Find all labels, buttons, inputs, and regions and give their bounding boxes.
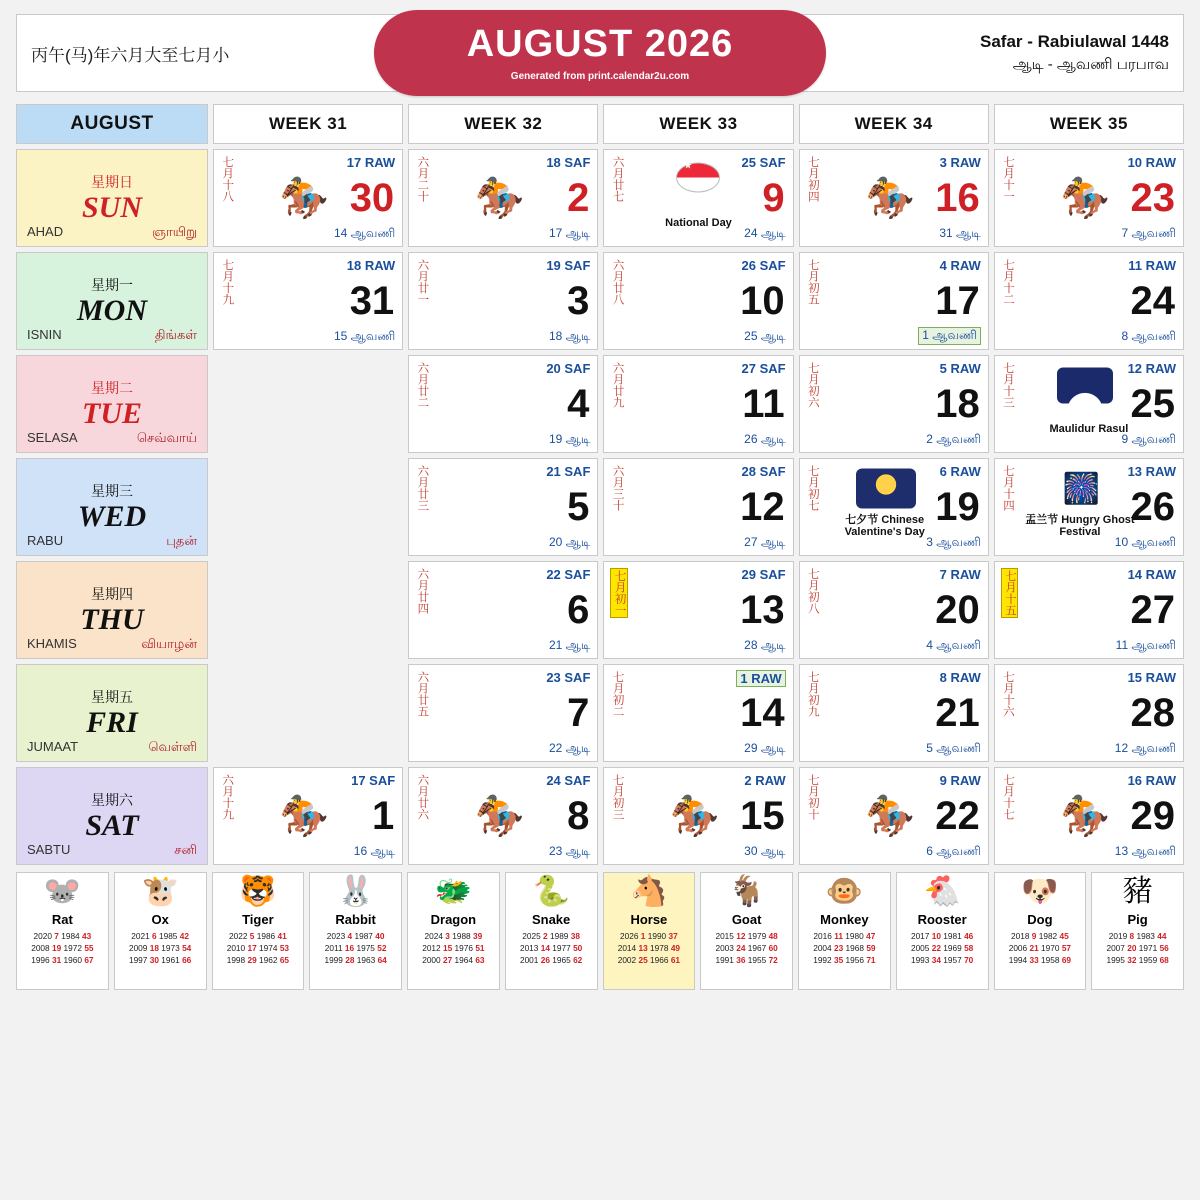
week-number-header: WEEK 32 bbox=[408, 104, 598, 144]
tamil-date: 22 ஆடி bbox=[548, 741, 591, 755]
hijri-date: 23 SAF bbox=[546, 670, 591, 685]
day-label-thu bbox=[16, 561, 208, 659]
lunar-date: 七月初八 bbox=[806, 568, 819, 614]
horse-racing-icon: 🏇 bbox=[474, 176, 525, 221]
hijri-date: 20 SAF bbox=[546, 361, 591, 376]
calendar-grid bbox=[16, 149, 1184, 865]
hijri-date: 14 RAW bbox=[1127, 567, 1176, 582]
hijri-range-label: Safar - Rabiulawal 1448 bbox=[980, 31, 1169, 51]
lunar-date: 六月廿七 bbox=[611, 156, 624, 202]
day-number: 26 bbox=[1130, 485, 1175, 529]
day-number: 21 bbox=[935, 691, 980, 735]
tamil-date: 5 ஆவணி bbox=[926, 741, 981, 755]
source-note: Generated from print.calendar2u.com bbox=[510, 70, 690, 82]
zodiac-name: Dragon bbox=[430, 912, 477, 927]
tamil-date: 21 ஆடி bbox=[548, 638, 591, 652]
day-label-malay: AHAD bbox=[27, 224, 64, 239]
zodiac-years: 2025 2 1989 38 2013 14 1977 50 2001 26 1965 62 bbox=[519, 931, 583, 966]
tamil-date: 11 ஆவணி bbox=[1115, 638, 1176, 652]
chinese-year-label: 丙午(马)年六月大至七月小 bbox=[31, 45, 230, 65]
zodiac-cell[interactable] bbox=[114, 872, 207, 990]
day-label-chinese: 星期五 bbox=[91, 689, 133, 706]
day-number: 12 bbox=[740, 485, 785, 529]
zodiac-name: Rat bbox=[51, 912, 73, 927]
hijri-date: 18 RAW bbox=[346, 258, 396, 273]
date-cell[interactable] bbox=[603, 664, 793, 762]
lunar-date: 六月廿一 bbox=[416, 259, 429, 305]
zodiac-name: Dog bbox=[1027, 912, 1053, 927]
horse-icon: 🐴 bbox=[630, 875, 668, 908]
date-cell[interactable] bbox=[799, 458, 989, 556]
lunar-date: 六月廿六 bbox=[416, 774, 429, 820]
tamil-date: 9 ஆவணி bbox=[1121, 432, 1176, 446]
day-label-sat bbox=[16, 767, 208, 865]
hijri-date: 17 SAF bbox=[351, 773, 396, 788]
lunar-date: 七月初二 bbox=[611, 671, 624, 717]
date-cell[interactable] bbox=[799, 355, 989, 453]
lunar-date: 六月廿三 bbox=[416, 465, 429, 511]
week-number-header: WEEK 35 bbox=[994, 104, 1184, 144]
zodiac-years: 2019 8 1983 44 2007 20 1971 56 1995 32 1959 68 bbox=[1106, 931, 1169, 966]
lunar-date: 七月十一 bbox=[1002, 156, 1015, 202]
date-cell[interactable] bbox=[994, 458, 1184, 556]
empty-cell bbox=[213, 561, 403, 659]
tamil-date: 2 ஆவணி bbox=[926, 432, 981, 446]
zodiac-years: 2023 4 1987 40 2011 16 1975 52 1999 28 1963 64 bbox=[324, 931, 387, 966]
lunar-date: 七月初七 bbox=[806, 465, 819, 511]
hijri-date: 11 RAW bbox=[1128, 258, 1176, 273]
hijri-date: 25 SAF bbox=[741, 155, 786, 170]
day-label-malay: SABTU bbox=[27, 842, 71, 857]
lunar-date: 六月廿五 bbox=[416, 671, 429, 717]
zodiac-years: 2022 5 1986 41 2010 17 1974 53 1998 29 1962 65 bbox=[226, 931, 290, 966]
hijri-date: 15 RAW bbox=[1127, 670, 1176, 685]
event-name: Maulidur Rasul bbox=[1049, 423, 1129, 436]
zodiac-cell[interactable] bbox=[603, 872, 696, 990]
zodiac-cell[interactable] bbox=[896, 872, 989, 990]
hijri-date: 27 SAF bbox=[741, 361, 786, 376]
zodiac-name: Pig bbox=[1127, 912, 1148, 927]
day-label-malay: SELASA bbox=[27, 430, 78, 445]
mosque-icon bbox=[1057, 368, 1113, 409]
tamil-date: 20 ஆடி bbox=[548, 535, 591, 549]
week-number-header: WEEK 34 bbox=[799, 104, 989, 144]
day-number: 1 bbox=[371, 794, 395, 838]
zodiac-cell[interactable] bbox=[1091, 872, 1184, 990]
hijri-date: 18 SAF bbox=[546, 155, 591, 170]
day-label-chinese: 星期六 bbox=[91, 792, 133, 809]
date-cell[interactable] bbox=[799, 252, 989, 350]
tamil-date: 8 ஆவணி bbox=[1121, 329, 1176, 343]
zodiac-name: Rabbit bbox=[335, 912, 376, 927]
event-name: National Day bbox=[665, 217, 732, 230]
hijri-date: 8 RAW bbox=[939, 670, 981, 685]
day-number: 20 bbox=[935, 588, 980, 632]
day-number: 28 bbox=[1130, 691, 1175, 735]
hijri-date: 29 SAF bbox=[741, 567, 786, 582]
day-number: 6 bbox=[567, 588, 590, 632]
hijri-date: 22 SAF bbox=[546, 567, 591, 582]
day-number: 5 bbox=[567, 485, 590, 529]
zodiac-cell[interactable] bbox=[798, 872, 891, 990]
date-cell[interactable] bbox=[994, 252, 1184, 350]
day-number: 19 bbox=[935, 485, 980, 529]
tamil-date: 17 ஆடி bbox=[548, 226, 591, 240]
horse-racing-icon: 🏇 bbox=[1060, 176, 1111, 221]
day-number: 27 bbox=[1130, 588, 1175, 632]
zodiac-years: 2021 6 1985 42 2009 18 1973 54 1997 30 1961 66 bbox=[128, 931, 192, 966]
lunar-date: 七月初九 bbox=[806, 671, 819, 717]
zodiac-cell[interactable] bbox=[700, 872, 793, 990]
horse-racing-icon: 🏇 bbox=[474, 794, 525, 839]
tamil-date: 4 ஆவணி bbox=[926, 638, 981, 652]
tamil-date: 6 ஆவணி bbox=[926, 844, 981, 858]
day-label-malay: JUMAAT bbox=[27, 739, 79, 754]
tamil-date: 28 ஆடி bbox=[744, 638, 786, 652]
day-number: 13 bbox=[740, 588, 785, 632]
zodiac-name: Horse bbox=[630, 912, 668, 927]
day-label-malay: RABU bbox=[27, 533, 64, 548]
tamil-date: 7 ஆவணி bbox=[1121, 226, 1176, 240]
day-label-malay: KHAMIS bbox=[27, 636, 77, 651]
tamil-date: 19 ஆடி bbox=[548, 432, 591, 446]
date-cell[interactable] bbox=[994, 355, 1184, 453]
date-cell[interactable] bbox=[408, 149, 598, 247]
tamil-date: 23 ஆடி bbox=[548, 844, 591, 858]
date-cell[interactable] bbox=[994, 561, 1184, 659]
date-cell[interactable] bbox=[408, 355, 598, 453]
horse-racing-icon: 🏇 bbox=[669, 794, 720, 839]
zodiac-years: 2016 11 1980 47 2004 23 1968 59 1992 35 1956 71 bbox=[813, 931, 876, 966]
day-label-chinese: 星期三 bbox=[91, 483, 133, 500]
zodiac-years: 2015 12 1979 48 2003 24 1967 60 1991 36 1955 72 bbox=[715, 931, 778, 966]
day-label-tamil: சனி bbox=[174, 842, 197, 857]
day-label-english: SAT bbox=[85, 809, 139, 843]
day-number: 16 bbox=[935, 176, 980, 220]
tiger-icon: 🐯 bbox=[239, 875, 277, 908]
hijri-date: 26 SAF bbox=[741, 258, 786, 273]
week-number-header: WEEK 33 bbox=[603, 104, 793, 144]
day-number: 10 bbox=[740, 279, 785, 323]
hijri-date: 2 RAW bbox=[744, 773, 786, 788]
empty-cell bbox=[213, 458, 403, 556]
day-label-tamil: செவ்வாய் bbox=[136, 430, 197, 445]
zodiac-cell[interactable] bbox=[505, 872, 598, 990]
date-cell[interactable] bbox=[408, 664, 598, 762]
day-label-malay: ISNIN bbox=[27, 327, 62, 342]
tamil-range-label: ஆடி - ஆவணி பரபாவ bbox=[1012, 55, 1169, 73]
day-number: 30 bbox=[349, 176, 395, 220]
day-label-chinese: 星期二 bbox=[91, 380, 133, 397]
dog-icon: 🐶 bbox=[1021, 875, 1059, 908]
lunar-date: 六月十九 bbox=[221, 774, 234, 820]
zodiac-cell[interactable] bbox=[309, 872, 402, 990]
lunar-date: 七月十三 bbox=[1002, 362, 1015, 408]
zodiac-name: Snake bbox=[531, 912, 571, 927]
hijri-date: 10 RAW bbox=[1127, 155, 1176, 170]
day-number: 14 bbox=[740, 691, 785, 735]
tamil-date: 27 ஆடி bbox=[744, 535, 786, 549]
date-cell[interactable] bbox=[994, 767, 1184, 865]
tamil-date: 10 ஆவணி bbox=[1114, 535, 1176, 549]
day-label-fri bbox=[16, 664, 208, 762]
tamil-date: 15 ஆவணி bbox=[333, 329, 396, 343]
lunar-date: 六月廿九 bbox=[611, 362, 624, 408]
horse-racing-icon: 🏇 bbox=[1060, 794, 1111, 839]
date-cell[interactable] bbox=[408, 767, 598, 865]
rat-icon: 🐭 bbox=[43, 875, 82, 908]
hijri-date: 16 RAW bbox=[1127, 773, 1176, 788]
tamil-date: 24 ஆடி bbox=[744, 226, 786, 240]
day-label-english: TUE bbox=[82, 397, 142, 431]
day-label-tamil: வெள்ளி bbox=[148, 739, 197, 754]
month-name-cell: AUGUST bbox=[16, 104, 208, 144]
date-cell[interactable] bbox=[994, 149, 1184, 247]
lunar-date: 六月廿二 bbox=[416, 362, 429, 408]
day-number: 7 bbox=[567, 691, 590, 735]
horse-racing-icon: 🏇 bbox=[279, 794, 330, 839]
day-label-english: MON bbox=[76, 294, 147, 328]
lunar-date: 七月十九 bbox=[221, 259, 234, 305]
lunar-date: 七月十六 bbox=[1002, 671, 1015, 717]
tamil-date: 31 ஆடி bbox=[939, 226, 981, 240]
zodiac-name: Tiger bbox=[242, 912, 274, 927]
day-label-sun bbox=[16, 149, 208, 247]
day-number: 15 bbox=[740, 794, 785, 838]
rooster-icon: 🐔 bbox=[923, 875, 961, 908]
zodiac-years: 2024 3 1988 39 2012 15 1976 51 2000 27 1964 63 bbox=[422, 931, 485, 966]
date-cell[interactable] bbox=[603, 561, 793, 659]
calendar-header bbox=[16, 14, 1184, 92]
lunar-date: 七月初六 bbox=[806, 362, 819, 408]
week-header-row bbox=[16, 104, 1184, 144]
lunar-date: 六月廿八 bbox=[611, 259, 624, 305]
day-label-chinese: 星期一 bbox=[91, 277, 133, 294]
hijri-date: 9 RAW bbox=[939, 773, 981, 788]
day-label-chinese: 星期日 bbox=[91, 174, 133, 191]
snake-icon: 🐍 bbox=[532, 875, 570, 908]
tamil-date: 14 ஆவணி bbox=[333, 226, 396, 240]
date-cell[interactable] bbox=[799, 767, 989, 865]
hijri-date: 12 RAW bbox=[1127, 361, 1176, 376]
week-number-header: WEEK 31 bbox=[213, 104, 403, 144]
date-cell[interactable] bbox=[408, 561, 598, 659]
lunar-date: 七月初四 bbox=[806, 156, 819, 202]
date-cell[interactable] bbox=[213, 767, 403, 865]
day-number: 22 bbox=[935, 794, 980, 838]
hijri-date: 3 RAW bbox=[939, 155, 981, 170]
date-cell[interactable] bbox=[408, 458, 598, 556]
tamil-date: 12 ஆவணி bbox=[1114, 741, 1176, 755]
day-number: 31 bbox=[349, 279, 395, 323]
tamil-date: 16 ஆடி bbox=[353, 844, 396, 858]
day-number: 23 bbox=[1130, 176, 1175, 220]
hijri-date: 6 RAW bbox=[939, 464, 981, 479]
hijri-date: 21 SAF bbox=[546, 464, 591, 479]
event-name: 盂兰节 Hungry Ghost Festival bbox=[1025, 513, 1135, 539]
date-cell[interactable] bbox=[799, 664, 989, 762]
tamil-date: 3 ஆவணி bbox=[926, 535, 981, 549]
horse-racing-icon: 🏇 bbox=[279, 176, 330, 221]
zodiac-years: 2018 9 1982 45 2006 21 1970 57 1994 33 1958 69 bbox=[1008, 931, 1072, 966]
tamil-date: 18 ஆடி bbox=[548, 329, 591, 343]
lunar-date: 七月初五 bbox=[806, 259, 819, 305]
day-label-english: SUN bbox=[81, 191, 142, 225]
day-number: 2 bbox=[567, 176, 590, 220]
day-number: 25 bbox=[1130, 382, 1175, 426]
day-label-tamil: வியாழன் bbox=[141, 636, 197, 651]
lunar-date: 七月十七 bbox=[1002, 774, 1015, 820]
page-title: AUGUST 2026 bbox=[466, 22, 734, 65]
zodiac-cell[interactable] bbox=[16, 872, 109, 990]
hijri-date: 17 RAW bbox=[346, 155, 396, 170]
pig-icon: 豬 bbox=[1122, 875, 1153, 908]
hungry-ghost-icon: 🎆 bbox=[1062, 472, 1101, 506]
monkey-icon: 🐵 bbox=[825, 875, 864, 908]
tamil-date: 26 ஆடி bbox=[744, 432, 786, 446]
horse-racing-icon: 🏇 bbox=[865, 794, 915, 839]
ox-icon: 🐮 bbox=[141, 875, 179, 908]
hijri-date: 4 RAW bbox=[939, 258, 981, 273]
day-label-mon bbox=[16, 252, 208, 350]
day-number: 4 bbox=[567, 382, 590, 426]
day-number: 18 bbox=[935, 382, 980, 426]
rabbit-icon: 🐰 bbox=[336, 875, 375, 908]
day-label-chinese: 星期四 bbox=[91, 586, 133, 603]
lunar-date: 七月十八 bbox=[221, 156, 234, 202]
tamil-date: 1 ஆவணி bbox=[918, 327, 981, 345]
day-number: 24 bbox=[1130, 279, 1175, 323]
zodiac-cell[interactable] bbox=[407, 872, 500, 990]
hijri-date: 28 SAF bbox=[741, 464, 786, 479]
dragon-icon: 🐲 bbox=[434, 875, 473, 908]
day-number: 9 bbox=[762, 176, 785, 220]
day-label-english: WED bbox=[77, 500, 147, 534]
lunar-date: 七月初十 bbox=[806, 774, 819, 820]
lunar-date: 六月二十 bbox=[416, 156, 429, 202]
zodiac-years: 2017 10 1981 46 2005 22 1969 58 1993 34 1957 70 bbox=[910, 931, 974, 966]
zodiac-cell[interactable] bbox=[212, 872, 305, 990]
zodiac-name: Ox bbox=[151, 912, 169, 927]
day-number: 8 bbox=[567, 794, 590, 838]
day-number: 3 bbox=[567, 279, 590, 323]
date-cell[interactable] bbox=[603, 458, 793, 556]
date-cell[interactable] bbox=[213, 149, 403, 247]
zodiac-years: 2020 7 1984 43 2008 19 1972 55 1996 31 1960 67 bbox=[31, 931, 94, 966]
tamil-date: 30 ஆடி bbox=[744, 844, 786, 858]
day-number: 17 bbox=[935, 279, 980, 323]
goat-icon: 🐐 bbox=[727, 875, 766, 908]
zodiac-footer bbox=[16, 872, 1184, 990]
date-cell[interactable] bbox=[603, 355, 793, 453]
lunar-date: 六月廿四 bbox=[416, 568, 429, 614]
day-label-english: THU bbox=[80, 603, 144, 637]
zodiac-name: Rooster bbox=[917, 912, 967, 927]
hijri-date: 19 SAF bbox=[546, 258, 591, 273]
day-number: 29 bbox=[1130, 794, 1175, 838]
date-cell[interactable] bbox=[799, 561, 989, 659]
day-label-tamil: புதன் bbox=[166, 533, 197, 548]
day-label-tamil: திங்கள் bbox=[154, 327, 197, 342]
hijri-date: 24 SAF bbox=[546, 773, 591, 788]
month-title-badge bbox=[374, 10, 826, 96]
hijri-date: 7 RAW bbox=[939, 567, 981, 582]
zodiac-name: Goat bbox=[731, 912, 762, 927]
day-label-tamil: ஞாயிறு bbox=[152, 224, 197, 239]
day-label-english: FRI bbox=[86, 706, 138, 740]
day-label-tue bbox=[16, 355, 208, 453]
tamil-date: 25 ஆடி bbox=[744, 329, 786, 343]
horse-racing-icon: 🏇 bbox=[865, 176, 915, 221]
chinese-valentine-icon bbox=[856, 469, 916, 514]
zodiac-years: 2026 1 1990 37 2014 13 1978 49 2002 25 1966 61 bbox=[617, 931, 681, 966]
date-cell[interactable] bbox=[603, 767, 793, 865]
singapore-flag-icon bbox=[676, 163, 720, 198]
date-cell[interactable] bbox=[408, 252, 598, 350]
day-label-wed bbox=[16, 458, 208, 556]
empty-cell bbox=[213, 664, 403, 762]
empty-cell bbox=[213, 355, 403, 453]
lunar-date: 七月初三 bbox=[611, 774, 624, 820]
zodiac-cell[interactable] bbox=[994, 872, 1087, 990]
lunar-date: 七月十四 bbox=[1002, 465, 1015, 511]
hijri-date: 1 RAW bbox=[736, 670, 785, 687]
lunar-date: 七月初一 bbox=[610, 568, 627, 618]
lunar-date: 六月三十 bbox=[611, 465, 624, 511]
date-cell[interactable] bbox=[603, 149, 793, 247]
date-cell[interactable] bbox=[213, 252, 403, 350]
lunar-date: 七月十二 bbox=[1002, 259, 1015, 305]
day-number: 11 bbox=[742, 382, 785, 426]
date-cell[interactable] bbox=[799, 149, 989, 247]
event-name: 七夕节 Chinese Valentine's Day bbox=[844, 513, 925, 539]
zodiac-name: Monkey bbox=[820, 912, 869, 927]
hijri-date: 13 RAW bbox=[1127, 464, 1176, 479]
tamil-date: 13 ஆவணி bbox=[1114, 844, 1176, 858]
tamil-date: 29 ஆடி bbox=[744, 741, 786, 755]
date-cell[interactable] bbox=[603, 252, 793, 350]
lunar-date: 七月十五 bbox=[1001, 568, 1018, 618]
date-cell[interactable] bbox=[994, 664, 1184, 762]
hijri-date: 5 RAW bbox=[939, 361, 981, 376]
